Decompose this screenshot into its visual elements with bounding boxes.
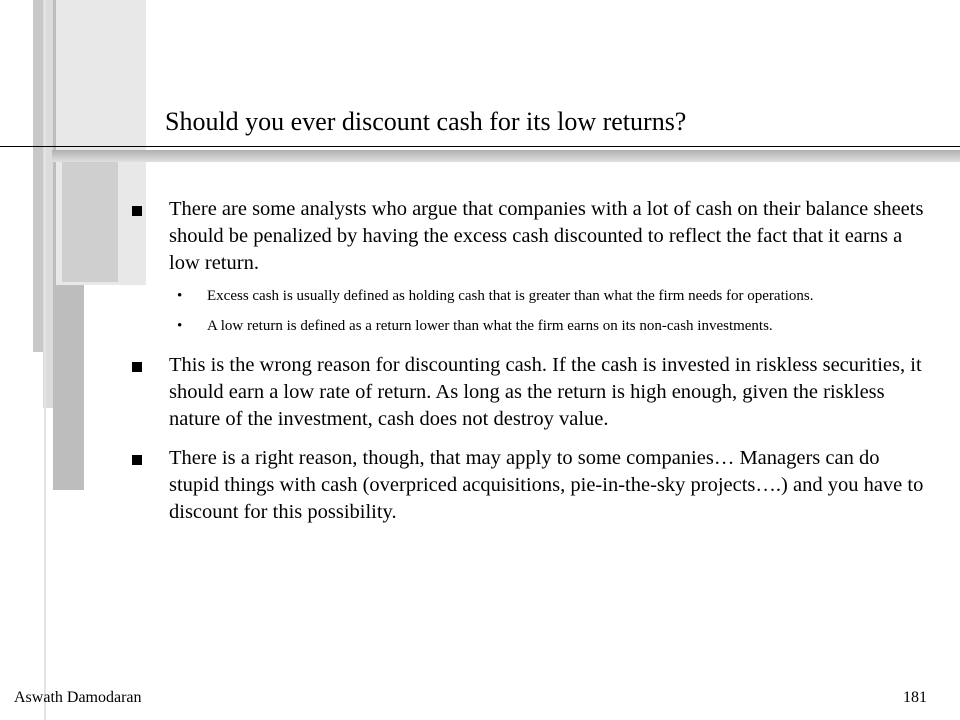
title-shadow-bar: [52, 150, 960, 162]
footer-author: Aswath Damodaran: [14, 689, 142, 706]
bullet-text: This is the wrong reason for discounting cash. If the cash is invested in riskless securities, it should earn a low rate of return. As long as the return is high enough, given the riskless nature of the investment, cash does not destroy value.: [169, 354, 922, 430]
square-bullet-icon: [132, 362, 142, 372]
sub-bullet-text: A low return is defined as a return lower than what the firm earns on its non-cash investments.: [207, 318, 773, 334]
sub-bullet-item: [132, 287, 932, 306]
slide-body: [132, 196, 932, 538]
sub-bullet-item: [132, 317, 932, 336]
bullet-item: [132, 445, 932, 526]
bullet-item: [132, 196, 932, 277]
dot-bullet-icon: •: [177, 288, 183, 304]
bullet-text: There are some analysts who argue that companies with a lot of cash on their balance sheets should be penalized by having the excess cash discounted to reflect the fact that it earns a low return.: [169, 198, 924, 274]
title-divider: [0, 146, 960, 147]
page-number: 181: [903, 689, 927, 706]
square-bullet-icon: [132, 455, 142, 465]
bullet-item: [132, 352, 932, 433]
decor-bar-5: [62, 162, 118, 282]
sub-bullet-text: Excess cash is usually defined as holding cash that is greater than what the firm needs for operations.: [207, 288, 814, 304]
dot-bullet-icon: •: [177, 318, 183, 334]
square-bullet-icon: [132, 206, 142, 216]
sub-bullet-list: [132, 287, 932, 336]
bullet-text: There is a right reason, though, that may apply to some companies… Managers can do stupid things with cash (overpriced acquisitions, pie-in-the-sky projects….) and you have to discount for this possibility.: [169, 447, 924, 523]
slide-title: Should you ever discount cash for its low returns?: [165, 107, 687, 136]
decor-line: [44, 0, 46, 720]
